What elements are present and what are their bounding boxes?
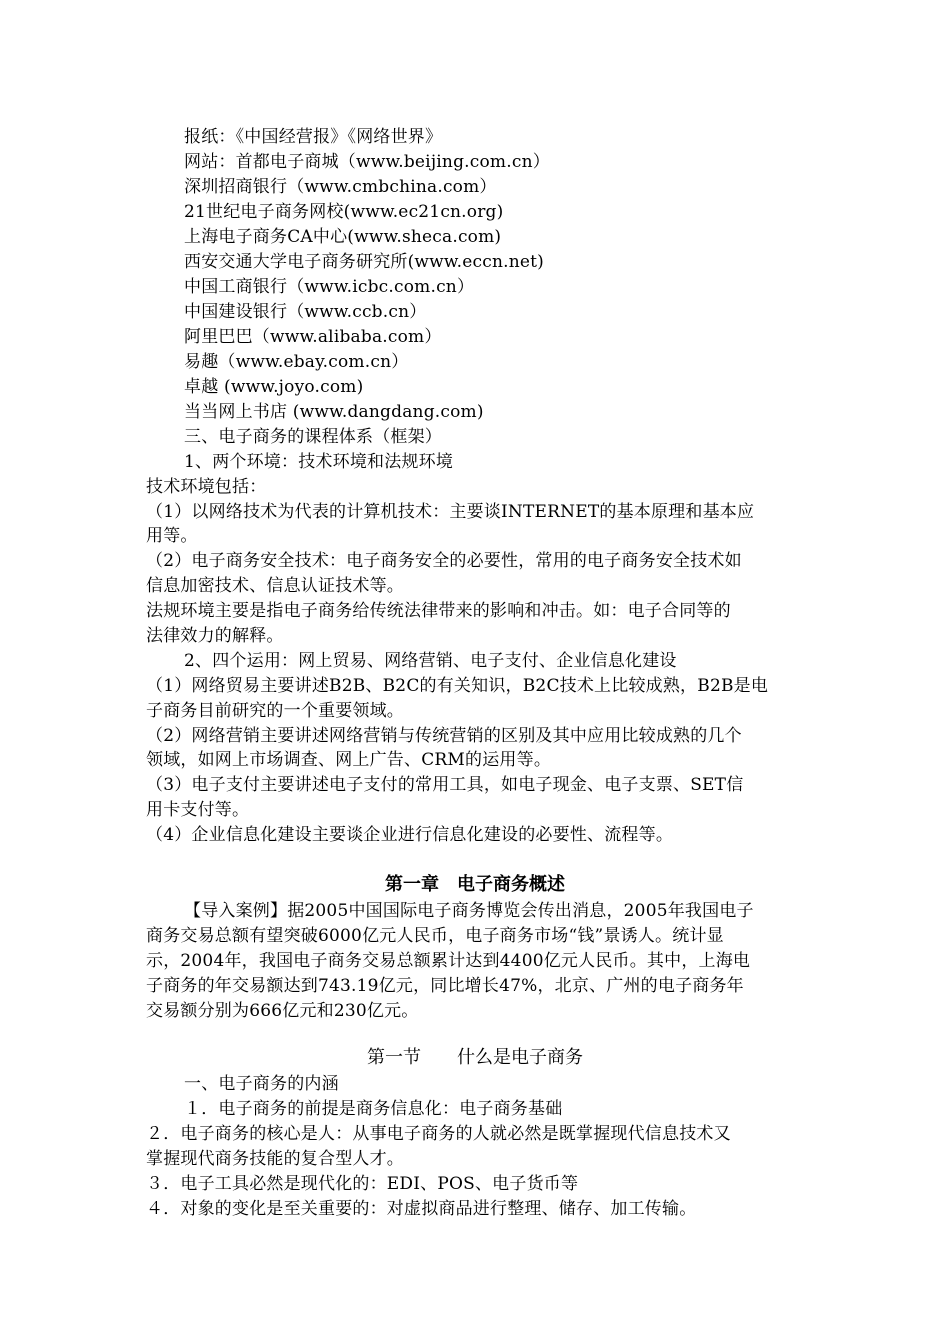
section-line: 掌握现代商务技能的复合型人才。 (146, 1149, 404, 1169)
intro-line: 网站：首都电子商城（www.beijing.com.cn） (184, 152, 550, 172)
section-line: １．电子商务的前提是商务信息化：电子商务基础 (184, 1099, 563, 1119)
case-line: 交易额分别为666亿元和230亿元。 (146, 1001, 419, 1021)
intro-line: 西安交通大学电子商务研究所(www.eccn.net) (184, 252, 545, 272)
section-line: ４．对象的变化是至关重要的：对虚拟商品进行整理、储存、加工传输。 (146, 1199, 697, 1219)
body-line: 技术环境包括： (146, 477, 267, 497)
body-line: 2、四个运用：网上贸易、网络营销、电子支付、企业信息化建设 (184, 651, 677, 671)
body-line: 领域，如网上市场调查、网上广告、CRM的运用等。 (146, 750, 552, 770)
intro-line: 报纸：《中国经营报》《网络世界》 (184, 127, 443, 147)
case-line: 商务交易总额有望突破6000亿元人民币，电子商务市场“钱”景诱人。统计显 (146, 926, 724, 946)
intro-line: 深圳招商银行（www.cmbchina.com） (184, 177, 497, 197)
section-line: ３．电子工具必然是现代化的：EDI、POS、电子货币等 (146, 1174, 579, 1194)
section-title: 第一节 什么是电子商务 (367, 1047, 583, 1068)
intro-line: 易趣（www.ebay.com.cn） (184, 352, 409, 372)
intro-line: 上海电子商务CA中心(www.sheca.com) (184, 227, 502, 247)
intro-line: 卓越 (www.joyo.com) (184, 377, 364, 397)
body-line: （2）网络营销主要讲述网络营销与传统营销的区别及其中应用比较成熟的几个 (146, 726, 742, 746)
body-line: 信息加密技术、信息认证技术等。 (146, 576, 404, 596)
intro-line: 阿里巴巴（www.alibaba.com） (184, 327, 442, 347)
case-line: 【导入案例】据2005中国国际电子商务博览会传出消息，2005年我国电子 (184, 901, 754, 921)
intro-line: 当当网上书店 (www.dangdang.com) (184, 402, 484, 422)
section-line: 一、电子商务的内涵 (184, 1074, 339, 1094)
body-line: （4）企业信息化建设主要谈企业进行信息化建设的必要性、流程等。 (146, 825, 674, 845)
intro-line: 1、两个环境：技术环境和法规环境 (184, 452, 454, 472)
case-line: 示，2004年，我国电子商务交易总额累计达到4400亿元人民币。其中，上海电 (146, 951, 751, 971)
section-line: ２．电子商务的核心是人：从事电子商务的人就必然是既掌握现代信息技术又 (146, 1124, 731, 1144)
body-line: 用等。 (146, 526, 198, 546)
body-line: 子商务目前研究的一个重要领域。 (146, 701, 404, 721)
case-line: 子商务的年交易额达到743.19亿元，同比增长47%，北京、广州的电子商务年 (146, 976, 744, 996)
intro-line: 中国建设银行（www.ccb.cn） (184, 302, 427, 322)
body-line: （1）网络贸易主要讲述B2B、B2C的有关知识，B2C技术上比较成熟，B2B是电 (146, 676, 769, 696)
body-line: （3）电子支付主要讲述电子支付的常用工具，如电子现金、电子支票、SET信 (146, 775, 744, 795)
body-line: （2）电子商务安全技术：电子商务安全的必要性，常用的电子商务安全技术如 (146, 551, 742, 571)
intro-line: 中国工商银行（www.icbc.com.cn） (184, 277, 475, 297)
body-line: （1）以网络技术为代表的计算机技术：主要谈INTERNET的基本原理和基本应 (146, 502, 755, 522)
body-line: 用卡支付等。 (146, 800, 250, 820)
chapter-title: 第一章 电子商务概述 (385, 874, 565, 895)
intro-line: 21世纪电子商务网校(www.ec21cn.org) (184, 202, 504, 222)
intro-line: 三、电子商务的课程体系（框架） (184, 427, 442, 447)
body-line: 法律效力的解释。 (146, 626, 284, 646)
body-line: 法规环境主要是指电子商务给传统法律带来的影响和冲击。如：电子合同等的 (146, 601, 731, 621)
